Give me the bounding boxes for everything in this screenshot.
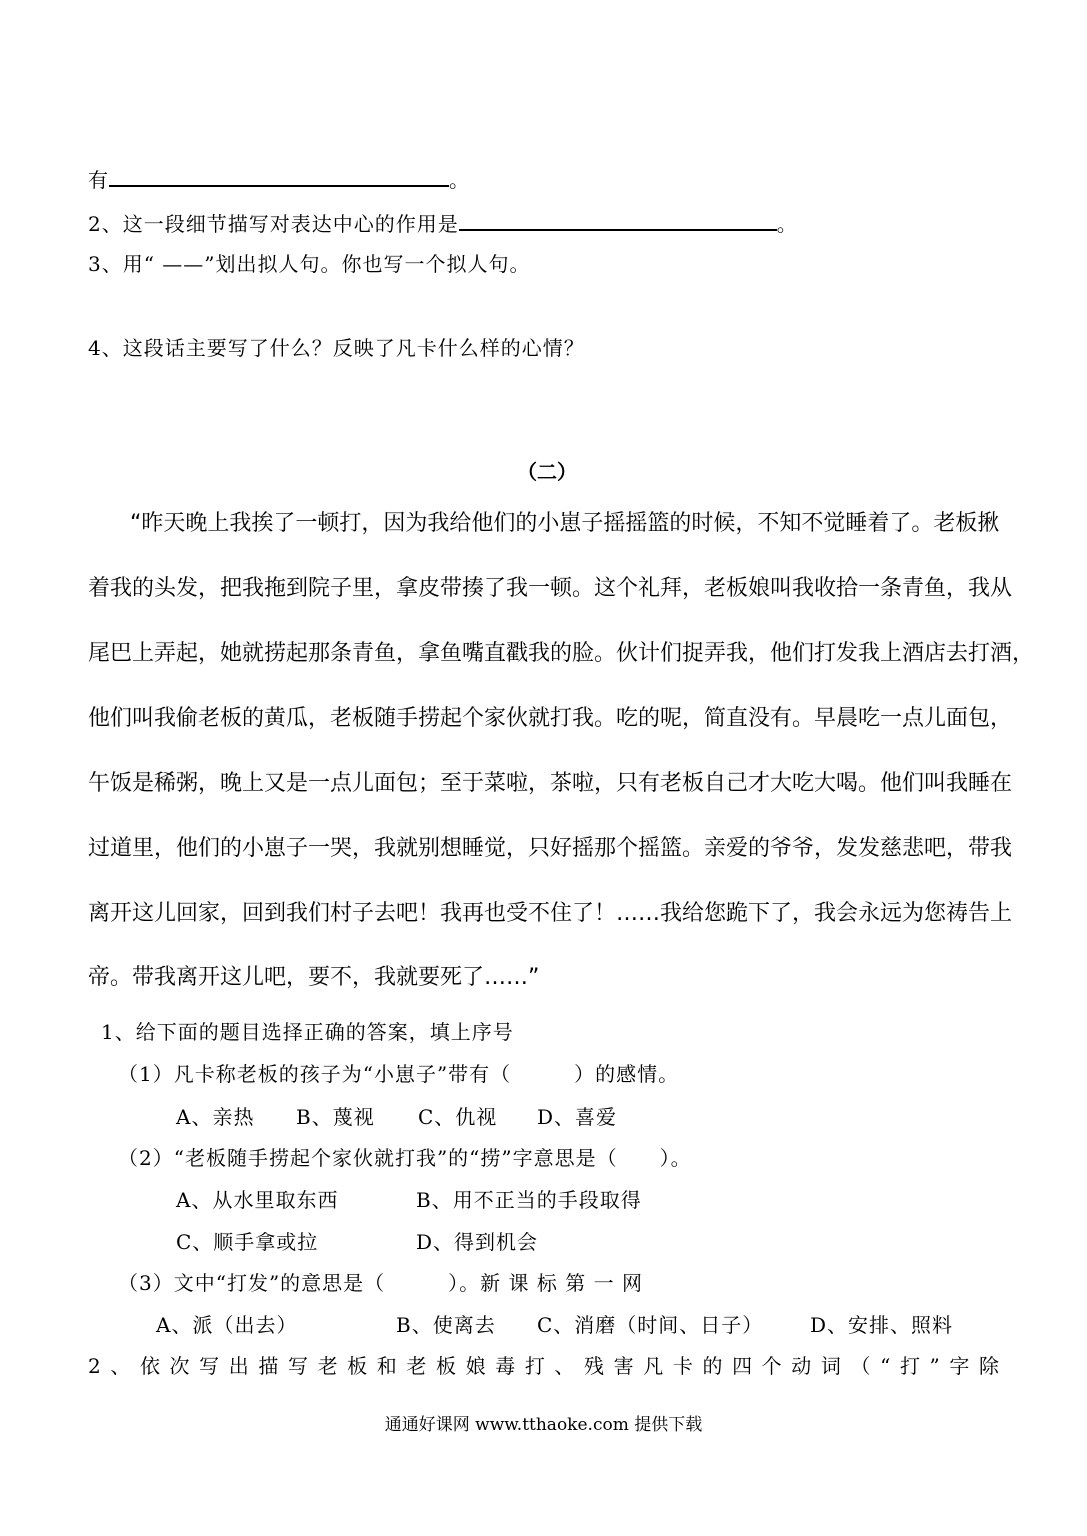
passage-line-8: 帝。带我离开这儿吧，要不，我就要死了……” [88, 965, 540, 990]
bq1: 1、给下面的题目选择正确的答案，填上序号 [101, 1020, 514, 1044]
answer-blank-q1[interactable] [109, 167, 449, 187]
passage-line-5: 午饭是稀粥，晚上又是一点儿面包；至于菜啦，茶啦，只有老板自己才大吃大喝。他们叫我睡在 [88, 771, 1013, 796]
bq1-sub1: （1）凡卡称老板的孩子为“小崽子”带有（ ）的感情。 [118, 1062, 680, 1086]
answer-blank-q2[interactable] [459, 211, 777, 231]
q1-tail-suffix: 。 [449, 168, 470, 192]
passage-line-4: 他们叫我偷老板的黄瓜，老板随手捞起个家伙就打我。吃的呢，简直没有。早晨吃一点儿面包， [88, 706, 1013, 731]
bq1-sub1-option-a: A、亲热 [176, 1105, 255, 1129]
bq1-sub3-option-c: C、消磨（时间、日子） [537, 1313, 764, 1337]
q1-tail-prefix: 有 [88, 168, 109, 192]
bq1-sub1-option-c: C、仇视 [418, 1105, 498, 1129]
section-title: （二） [517, 460, 577, 484]
page-footer: 通通好课网 www.tthaoke.com 提供下载 [384, 1415, 703, 1435]
bq1-sub3: （3）文中“打发”的意思是（ ）。新 课 标 第 一 网 [118, 1271, 643, 1295]
bq1-sub3-option-d: D、安排、照料 [810, 1313, 954, 1337]
bq1-sub2-option-c: C、顺手拿或拉 [176, 1230, 319, 1254]
passage-line-6: 过道里，他们的小崽子一哭，我就别想睡觉，只好摇那个摇篮。亲爱的爷爷，发发慈悲吧，带我 [88, 836, 1013, 861]
passage-line-1: “昨天晚上我挨了一顿打，因为我给他们的小崽子摇摇篮的时候，不知不觉睡着了。老板揪 [130, 511, 1000, 536]
bq1-sub2-option-d: D、得到机会 [416, 1230, 539, 1254]
bq1-sub2-option-a: A、从水里取东西 [176, 1188, 339, 1212]
bq1-sub1-option-d: D、喜爱 [537, 1105, 618, 1129]
q3: 3、用“ ——”划出拟人句。你也写一个拟人句。 [88, 252, 531, 276]
passage-line-2: 着我的头发，把我拖到院子里，拿皮带揍了我一顿。这个礼拜，老板娘叫我收拾一条青鱼，我从 [88, 576, 1013, 601]
q4: 4、这段话主要写了什么？反映了凡卡什么样的心情？ [88, 336, 585, 360]
bq1-sub3-option-a: A、派（出去） [156, 1313, 298, 1337]
bq1-sub1-option-b: B、蔑视 [296, 1105, 375, 1129]
q2-suffix: 。 [776, 212, 798, 236]
q1-tail [88, 164, 470, 193]
bq2: 2、依次写出描写老板和老板娘毒打、残害凡卡的四个动词（“打”字除 [88, 1354, 1000, 1378]
bq1-sub3-option-b: B、使离去 [396, 1313, 496, 1337]
passage-line-3: 尾巴上弄起，她就捞起那条青鱼，拿鱼嘴直戳我的脸。伙计们捉弄我，他们打发我上酒店去打酒， [88, 641, 1035, 666]
bq1-sub2-option-b: B、用不正当的手段取得 [416, 1188, 642, 1212]
q2 [88, 208, 798, 237]
q2-text: 2、这一段细节描写对表达中心的作用是 [88, 212, 459, 236]
bq1-sub2: （2）“老板随手捞起个家伙就打我”的“捞”字意思是（ ）。 [118, 1146, 692, 1170]
passage-line-7: 离开这儿回家，回到我们村子去吧！我再也受不住了！……我给您跪下了，我会永远为您祷告上 [88, 901, 1013, 926]
